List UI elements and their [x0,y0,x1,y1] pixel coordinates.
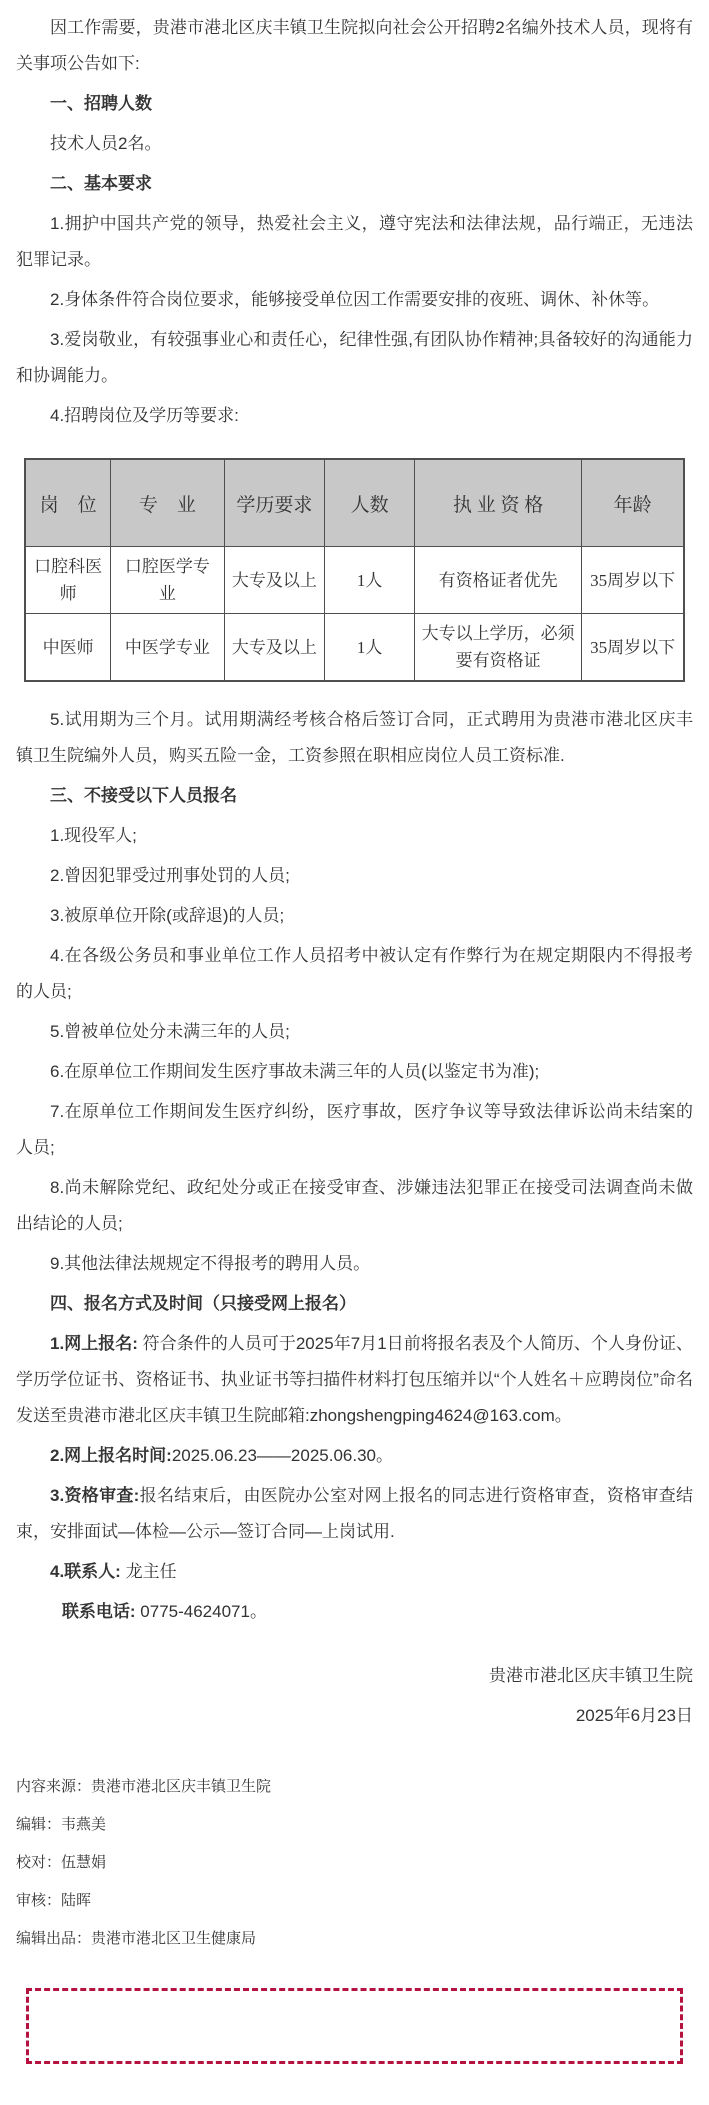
cell-age: 35周岁以下 [582,614,684,682]
online-registration-label: 1.网上报名: [50,1334,138,1353]
table-header-qualification: 执 业 资 格 [414,459,581,547]
contact-person-text: 龙主任 [120,1562,177,1581]
cell-position: 口腔科医师 [25,547,111,614]
cell-education: 大专及以上 [224,614,325,682]
cell-qualification: 大专以上学历，必须要有资格证 [414,614,581,682]
requirements-table [24,458,685,682]
cell-major: 中医学专业 [111,614,224,682]
table-header-education: 学历要求 [224,459,325,547]
section-3-item-9: 9.其他法律法规规定不得报考的聘用人员。 [50,1254,371,1273]
section-3-title: 三、不接受以下人员报名 [50,786,237,805]
cell-qualification: 有资格证者优先 [414,547,581,614]
signature-block [16,1656,693,1736]
section-4-title: 四、报名方式及时间（只接受网上报名） [50,1294,356,1313]
table-row [25,547,684,614]
section-2-title: 二、基本要求 [50,174,152,193]
registration-time-paragraph [16,1438,693,1474]
cell-count: 1人 [325,547,415,614]
qualification-review-paragraph [16,1478,693,1550]
section-3-item-8: 8.尚未解除党纪、政纪处分或正在接受审查、涉嫌违法犯罪正在接受司法调查尚未做出结论的人员; [16,1178,693,1233]
registration-time-label: 2.网上报名时间: [50,1446,172,1465]
qualification-review-label: 3.资格审查: [50,1486,140,1505]
section-3-item-5: 5.曾被单位处分未满三年的人员; [50,1022,290,1041]
section-2-item-5: 5.试用期为三个月。试用期满经考核合格后签订合同，正式聘用为贵港市港北区庆丰镇卫生院编外人员，购买五险一金，工资参照在职相应岗位人员工资标准. [16,710,693,765]
registration-time-text: 2025.06.23——2025.06.30。 [171,1446,394,1465]
section-3-item-2: 2.曾因犯罪受过刑事处罚的人员; [50,866,290,885]
section-3-item-3: 3.被原单位开除(或辞退)的人员; [50,906,285,925]
footer-content-source: 内容来源：贵港市港北区庆丰镇卫生院 [16,1778,272,1795]
section-3-item-7: 7.在原单位工作期间发生医疗纠纷，医疗事故，医疗争议等导致法律诉讼尚未结案的人员; [16,1102,693,1157]
online-registration-text: 符合条件的人员可于2025年7月1日前将报名表及个人简历、个人身份证、学历学位证书、资格证书、执业证书等扫描件材料打包压缩并以“个人姓名＋应聘岗位”命名发送至贵港市港北区庆丰镇卫生院邮箱:zhongshengping4624@163.com。 [16,1334,693,1425]
section-2-item-2: 2.身体条件符合岗位要求，能够接受单位因工作需要安排的夜班、调休、补休等。 [50,290,660,309]
cell-age: 35周岁以下 [582,547,684,614]
section-1-paragraph: 技术人员2名。 [50,134,162,153]
contact-person-paragraph [16,1554,693,1590]
table-header-position: 岗 位 [25,459,111,547]
footer-proofreader: 校对：伍慧娟 [16,1854,107,1871]
intro-paragraph: 因工作需要，贵港市港北区庆丰镇卫生院拟向社会公开招聘2名编外技术人员，现将有关事项公告如下: [16,18,693,73]
contact-person-label: 4.联系人: [50,1562,121,1581]
table-row [25,614,684,682]
table-header-count: 人数 [325,459,415,547]
table-header-row [25,459,684,547]
section-2-item-1: 1.拥护中国共产党的领导，热爱社会主义，遵守宪法和法律法规，品行端正，无违法犯罪记录。 [16,214,693,269]
footer-editor: 编辑：韦燕美 [16,1816,107,1833]
section-2-item-3: 3.爱岗敬业，有较强事业心和责任心，纪律性强,有团队协作精神;具备较好的沟通能力和协调能力。 [16,330,693,385]
table-header-major: 专 业 [111,459,224,547]
article-footer [16,1776,693,1950]
contact-phone-paragraph [16,1594,693,1630]
section-1-title: 一、招聘人数 [50,94,152,113]
contact-phone-label: 联系电话: [61,1602,136,1621]
online-registration-paragraph [16,1326,693,1434]
dashed-promo-box [26,1988,683,2064]
cell-position: 中医师 [25,614,111,682]
section-3-item-1: 1.现役军人; [50,826,137,845]
contact-phone-text: 0775-4624071。 [135,1602,267,1621]
section-3-item-6: 6.在原单位工作期间发生医疗事故未满三年的人员(以鉴定书为准); [50,1062,540,1081]
cell-major: 口腔医学专业 [111,547,224,614]
section-3-item-4: 4.在各级公务员和事业单位工作人员招考中被认定有作弊行为在规定期限内不得报考的人员; [16,946,693,1001]
footer-reviewer: 审核：陆晖 [16,1892,92,1909]
cell-count: 1人 [325,614,415,682]
footer-producer: 编辑出品：贵港市港北区卫生健康局 [16,1930,257,1947]
table-header-age: 年龄 [582,459,684,547]
cell-education: 大专及以上 [224,547,325,614]
signature-date: 2025年6月23日 [575,1706,693,1725]
signature-organization: 贵港市港北区庆丰镇卫生院 [489,1666,693,1685]
section-2-item-4: 4.招聘岗位及学历等要求: [50,406,239,425]
qualification-review-text: 报名结束后，由医院办公室对网上报名的同志进行资格审查，资格审查结束，安排面试—体检—公示—签订合同—上岗试用. [16,1486,694,1541]
